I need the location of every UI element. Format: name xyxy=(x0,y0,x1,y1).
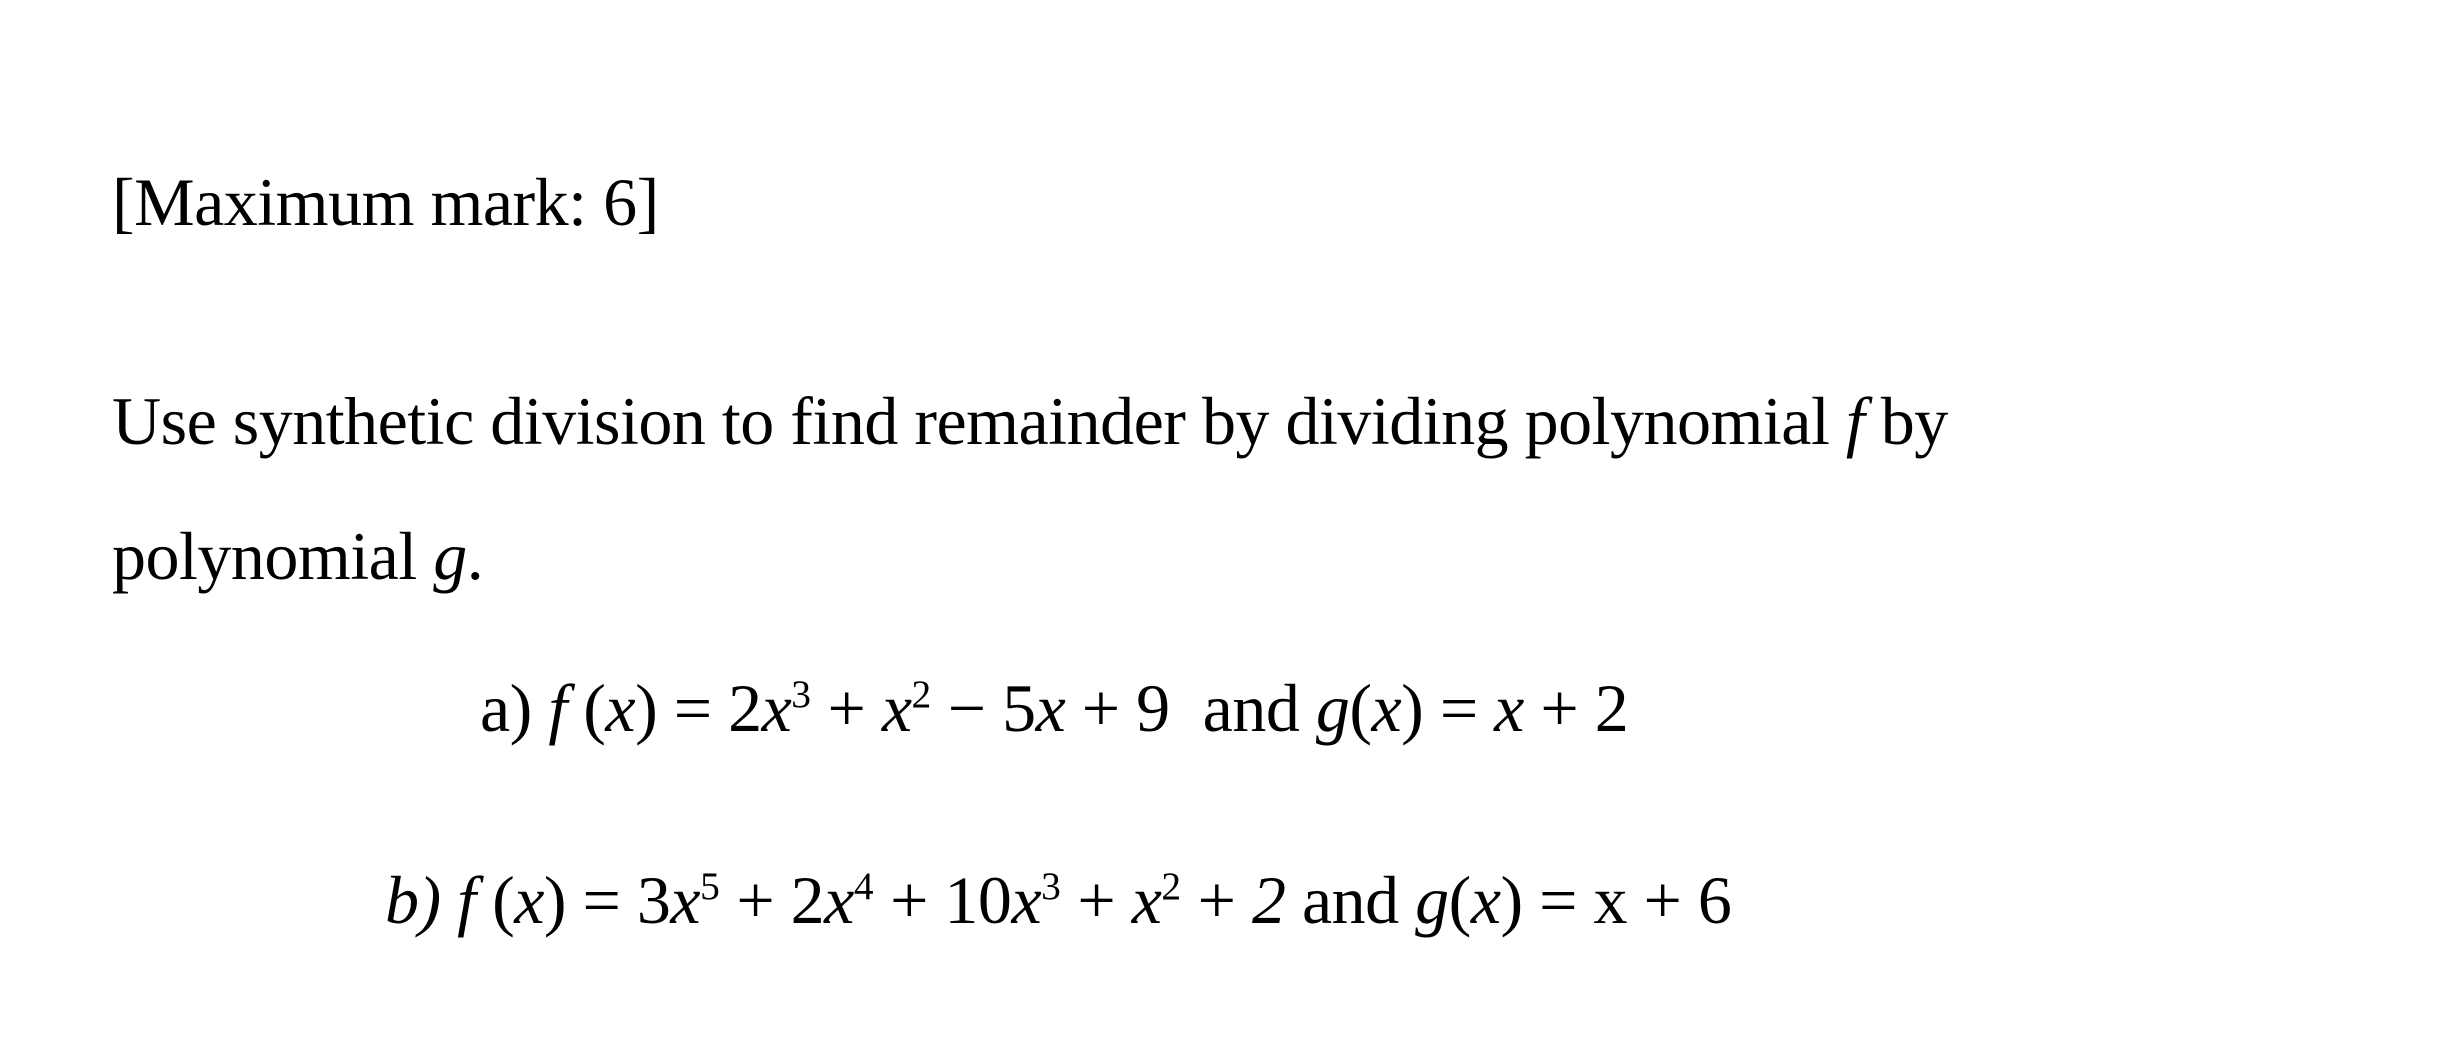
problem-b-equation: b) f $(x) = 3x^5 + 2x^4 + 10x^3 + x^2 + 2$ and g(x) = x + 6 xyxy=(385,862,1732,938)
instruction-line-2: polynomial g. xyxy=(112,518,484,594)
problem-a-equation: a) f $(x) = 2x^3 + x^2 - 5x + 9$ and g(x) = x + 2 xyxy=(480,670,1629,746)
max-mark-line: [Maximum mark: 6] xyxy=(112,164,659,240)
instruction-line-1: Use synthetic division to find remainder by dividing polynomial f by xyxy=(112,383,1948,459)
